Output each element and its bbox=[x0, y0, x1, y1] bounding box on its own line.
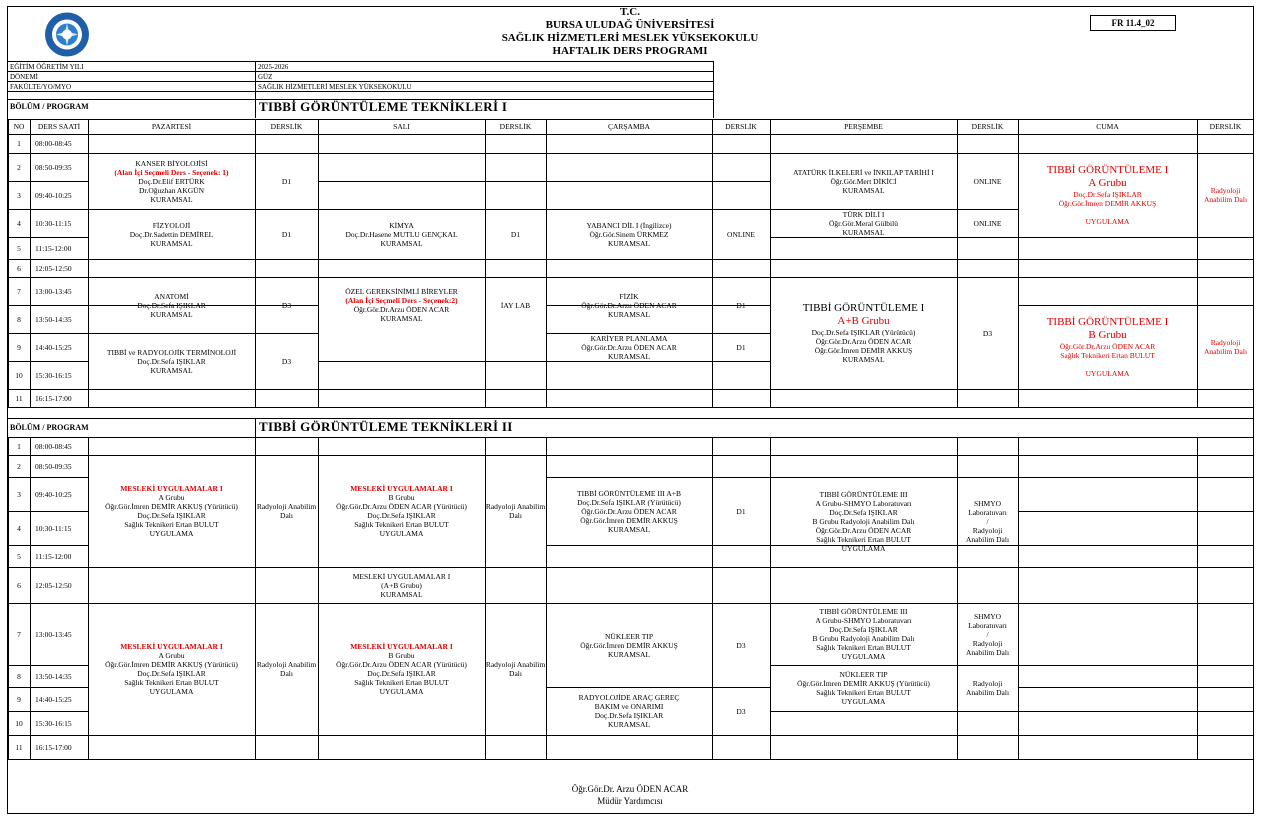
room-cell: ONLINE bbox=[727, 229, 755, 239]
slot-time: 12:05-12:50 bbox=[35, 580, 72, 590]
room-cell: Radyoloji Anabilim Dalı bbox=[256, 502, 317, 520]
meta-label: FAKÜLTE/YO/MYO bbox=[10, 83, 72, 91]
course-cell: TIBBİ GÖRÜNTÜLEME I A+B Grubu Doç.Dr.Sefa IŞIKLAR (Yürütücü) Öğr.Gör.Dr.Arzu ÖDEN ACAR Öğr.Gör.İmren DEMİR AKKUŞ KURAMSAL bbox=[802, 302, 925, 364]
signature-name: Öğr.Gör.Dr. Arzu ÖDEN ACAR bbox=[571, 784, 689, 794]
slot-time: 13:00-13:45 bbox=[35, 286, 72, 296]
course-cell: TIBBİ GÖRÜNTÜLEME III A+B Doç.Dr.Sefa IŞIKLAR (Yürütücü) Öğr.Gör.Dr.Arzu ÖDEN ACAR Öğr.Gör.İmren DEMİR AKKUŞ KURAMSAL bbox=[576, 488, 681, 534]
room-cell: D1 bbox=[736, 342, 746, 352]
slot-no: 6 bbox=[17, 263, 21, 273]
slot-no: 11 bbox=[15, 742, 23, 752]
slot-time: 13:00-13:45 bbox=[35, 629, 72, 639]
room-cell: Radyoloji Anabilim Dalı bbox=[485, 502, 546, 520]
course-cell: MESLEKİ UYGULAMALAR I A Grubu Öğr.Gör.İmren DEMİR AKKUŞ (Yürütücü) Doç.Dr.Sefa IŞIKLAR Sağlık Teknikeri Ertan BULUT UYGULAMA bbox=[105, 642, 238, 696]
course-cell: TIBBİ GÖRÜNTÜLEME III A Grubu-SHMYO Laboratuvarı Doç.Dr.Sefa IŞIKLAR B Grubu Radyoloji Anabilim Dalı Sağlık Teknikeri Ertan BULUT UYGULAMA bbox=[812, 607, 915, 661]
col-header-thursday: PERŞEMBE bbox=[844, 122, 883, 131]
meta-value: SAĞLIK HİZMETLERİ MESLEK YÜKSEKOKULU bbox=[258, 83, 412, 91]
slot-time: 10:30-11:15 bbox=[35, 523, 72, 533]
slot-time: 08:50-09:35 bbox=[35, 162, 72, 172]
room-cell: D1 bbox=[736, 506, 746, 516]
slot-no: 8 bbox=[17, 314, 21, 324]
header-doc-title: HAFTALIK DERS PROGRAMI bbox=[552, 45, 708, 57]
slot-no: 10 bbox=[15, 718, 23, 728]
slot-time: 16:15-17:00 bbox=[35, 393, 72, 403]
slot-no: 7 bbox=[17, 629, 21, 639]
meta-table bbox=[8, 61, 714, 118]
course-cell: MESLEKİ UYGULAMALAR I B Grubu Öğr.Gör.Dr.Arzu ÖDEN ACAR (Yürütücü) Doç.Dr.Sefa IŞIKLAR Sağlık Teknikeri Ertan BULUT UYGULAMA bbox=[336, 484, 467, 538]
col-header-room: DERSLİK bbox=[499, 122, 532, 131]
course-cell: RADYOLOJİDE ARAÇ GEREÇ BAKIM ve ONARIMI Doç.Dr.Sefa IŞIKLAR KURAMSAL bbox=[578, 693, 680, 729]
slot-no: 1 bbox=[17, 441, 21, 451]
slot-time: 08:00-08:45 bbox=[35, 441, 72, 451]
slot-time: 11:15-12:00 bbox=[35, 243, 72, 253]
meta-value: GÜZ bbox=[258, 73, 273, 81]
course-cell: NÜKLEER TIP Öğr.Gör.İmren DEMİR AKKUŞ (Yürütücü) Sağlık Teknikeri Ertan BULUT UYGULAMA bbox=[797, 670, 930, 706]
slot-no: 6 bbox=[17, 580, 21, 590]
room-cell: SHMYO Laboratuvarı / Radyoloji Anabilim Dalı bbox=[965, 611, 1010, 657]
col-header-wednesday: ÇARŞAMBA bbox=[607, 122, 651, 131]
course-cell: NÜKLEER TIP Öğr.Gör.İmren DEMİR AKKUŞ KURAMSAL bbox=[580, 631, 678, 659]
schedule-table-2 bbox=[8, 437, 1254, 759]
room-cell: D3 bbox=[736, 640, 746, 650]
slot-no: 2 bbox=[17, 461, 21, 471]
room-cell: Radyoloji Anabilim Dalı bbox=[1203, 186, 1248, 204]
col-header-room: DERSLİK bbox=[1209, 122, 1242, 131]
col-header-friday: CUMA bbox=[1096, 122, 1119, 131]
course-cell: FİZİK Öğr.Gör.Dr.Arzu ÖDEN ACAR KURAMSAL bbox=[581, 291, 677, 319]
slot-no: 11 bbox=[15, 393, 23, 403]
meta-value: 2025-2026 bbox=[258, 63, 289, 71]
room-cell: Radyoloji Anabilim Dalı bbox=[1203, 338, 1248, 356]
room-cell: D3 bbox=[736, 706, 746, 716]
form-number: FR 11.4_02 bbox=[1090, 15, 1176, 31]
slot-time: 08:00-08:45 bbox=[35, 139, 72, 148]
course-cell: TIBBİ GÖRÜNTÜLEME I A Grubu Doç.Dr.Sefa IŞIKLAR Öğr.Gör.İmren DEMİR AKKUŞ UYGULAMA bbox=[1046, 164, 1169, 226]
signature-title: Müdür Yardımcısı bbox=[597, 796, 663, 806]
room-cell: D1 bbox=[281, 176, 292, 186]
slot-no: 2 bbox=[17, 162, 21, 172]
col-header-room: DERSLİK bbox=[971, 122, 1004, 131]
course-cell: ATATÜRK İLKELERİ ve İNKILAP TARİHİ I Öğr.Gör.Mert DİKİCİ KURAMSAL bbox=[793, 167, 934, 195]
col-header-time: DERS SAATİ bbox=[37, 122, 81, 131]
col-header-room: DERSLİK bbox=[270, 122, 303, 131]
course-cell: TIBBİ GÖRÜNTÜLEME III A Grubu-SHMYO Laboratuvarı Doç.Dr.Sefa IŞIKLAR B Grubu Radyoloji Anabilim Dalı Öğr.Gör.Dr.Arzu ÖDEN ACAR Sağlık Teknikeri Ertan BULUT UYGULAMA bbox=[812, 489, 915, 553]
slot-no: 10 bbox=[15, 370, 23, 380]
slot-time: 09:40-10:25 bbox=[35, 190, 72, 200]
slot-time: 15:30-16:15 bbox=[35, 718, 72, 728]
slot-no: 3 bbox=[17, 489, 21, 499]
slot-time: 13:50-14:35 bbox=[35, 314, 72, 324]
room-cell: D3 bbox=[982, 328, 993, 338]
schedule-table-1 bbox=[8, 119, 1254, 407]
header-tc: T.C. bbox=[620, 6, 640, 18]
room-cell: D1 bbox=[281, 229, 292, 239]
room-cell: Radyoloji Anabilim Dalı bbox=[965, 679, 1010, 697]
header-school: SAĞLIK HİZMETLERİ MESLEK YÜKSEKOKULU bbox=[501, 32, 759, 44]
col-header-tuesday: SALI bbox=[393, 122, 410, 131]
slot-time: 11:15-12:00 bbox=[35, 551, 72, 561]
room-cell: Radyoloji Anabilim Dalı bbox=[485, 660, 546, 678]
slot-no: 5 bbox=[17, 243, 21, 253]
slot-no: 7 bbox=[17, 286, 21, 296]
slot-no: 1 bbox=[17, 139, 21, 148]
program-title: TIBBİ GÖRÜNTÜLEME TEKNİKLERİ II bbox=[259, 419, 513, 434]
course-cell: TÜRK DİLİ I Öğr.Gör.Meral Gülbilü KURAMSAL bbox=[829, 209, 898, 237]
slot-no: 4 bbox=[17, 218, 21, 228]
room-cell: D1 bbox=[736, 300, 746, 310]
course-cell: FİZYOLOJİ Doç.Dr.Sadettin DEMİREL KURAMSAL bbox=[129, 220, 214, 248]
course-cell: KİMYA Doç.Dr.Hasene MUTLU GENÇKAL KURAMSAL bbox=[345, 220, 458, 248]
course-cell: KARİYER PLANLAMA Öğr.Gör.Dr.Arzu ÖDEN ACAR KURAMSAL bbox=[581, 333, 677, 361]
course-cell: MESLEKİ UYGULAMALAR I B Grubu Öğr.Gör.Dr.Arzu ÖDEN ACAR (Yürütücü) Doç.Dr.Sefa IŞIKLAR Sağlık Teknikeri Ertan BULUT UYGULAMA bbox=[336, 642, 467, 696]
room-cell: D3 bbox=[281, 300, 292, 310]
program-label: BÖLÜM / PROGRAM bbox=[10, 102, 89, 111]
room-cell: SHMYO Laboratuvarı / Radyoloji Anabilim Dalı bbox=[965, 498, 1010, 544]
room-cell: Radyoloji Anabilim Dalı bbox=[256, 660, 317, 678]
slot-time: 09:40-10:25 bbox=[35, 489, 72, 499]
room-cell: D3 bbox=[281, 356, 292, 366]
slot-time: 13:50-14:35 bbox=[35, 671, 72, 681]
slot-no: 9 bbox=[17, 342, 21, 352]
course-cell: KANSER BİYOLOJİSİ (Alan İçi Seçmeli Ders - Seçenek: 1) Doç.Dr.Elif ERTÜRK Dr.Oğuzhan AKGÜN KURAMSAL bbox=[114, 158, 229, 204]
slot-time: 12:05-12:50 bbox=[35, 263, 72, 273]
slot-no: 3 bbox=[17, 190, 21, 200]
col-header-room: DERSLİK bbox=[725, 122, 757, 131]
room-cell: ONLINE bbox=[973, 218, 1002, 228]
course-cell: MESLEKİ UYGULAMALAR I (A+B Grubu) KURAMSAL bbox=[352, 571, 451, 599]
room-cell: D1 bbox=[510, 229, 521, 239]
room-cell: ONLINE bbox=[973, 176, 1002, 186]
slot-no: 5 bbox=[17, 551, 21, 561]
slot-no: 4 bbox=[17, 523, 21, 533]
slot-time: 14:40-15:25 bbox=[35, 342, 72, 352]
slot-time: 15:30-16:15 bbox=[35, 370, 72, 380]
slot-time: 16:15-17:00 bbox=[35, 742, 72, 752]
slot-time: 10:30-11:15 bbox=[35, 218, 72, 228]
program-title: TIBBİ GÖRÜNTÜLEME TEKNİKLERİ I bbox=[259, 99, 508, 114]
col-header-no: NO bbox=[13, 122, 25, 131]
course-cell: ANATOMİ Doç.Dr.Sefa IŞIKLAR KURAMSAL bbox=[137, 291, 206, 319]
university-logo bbox=[36, 11, 98, 58]
course-cell: TIBBİ ve RADYOLOJİK TERMİNOLOJİ Doç.Dr.Sefa IŞIKLAR KURAMSAL bbox=[106, 347, 237, 375]
meta-label: EĞİTİM ÖĞRETİM YILI bbox=[10, 63, 84, 71]
slot-no: 8 bbox=[17, 671, 21, 681]
col-header-monday: PAZARTESİ bbox=[151, 122, 192, 131]
meta-label: DÖNEMİ bbox=[10, 73, 38, 81]
slot-time: 08:50-09:35 bbox=[35, 461, 72, 471]
course-cell: YABANCI DİL I (İngilizce) Öğr.Gör.Sinem ÜRKMEZ KURAMSAL bbox=[586, 220, 672, 248]
course-cell: TIBBİ GÖRÜNTÜLEME I B Grubu Öğr.Gör.Dr.Arzu ÖDEN ACAR Sağlık Teknikeri Ertan BULUT UYGULAMA bbox=[1046, 316, 1169, 378]
header-university: BURSA ULUDAĞ ÜNİVERSİTESİ bbox=[545, 19, 715, 31]
slot-no: 9 bbox=[17, 694, 21, 704]
course-cell: ÖZEL GEREKSİNİMLİ BİREYLER (Alan İçi Seçmeli Ders - Seçenek:2) Öğr.Gör.Dr.Arzu ÖDEN ACAR KURAMSAL bbox=[345, 287, 458, 323]
program-label: BÖLÜM / PROGRAM bbox=[10, 423, 89, 432]
course-cell: MESLEKİ UYGULAMALAR I A Grubu Öğr.Gör.İmren DEMİR AKKUŞ (Yürütücü) Doç.Dr.Sefa IŞIKLAR Sağlık Teknikeri Ertan BULUT UYGULAMA bbox=[105, 484, 238, 538]
room-cell: İAY LAB bbox=[500, 300, 531, 310]
slot-time: 14:40-15:25 bbox=[35, 694, 72, 704]
